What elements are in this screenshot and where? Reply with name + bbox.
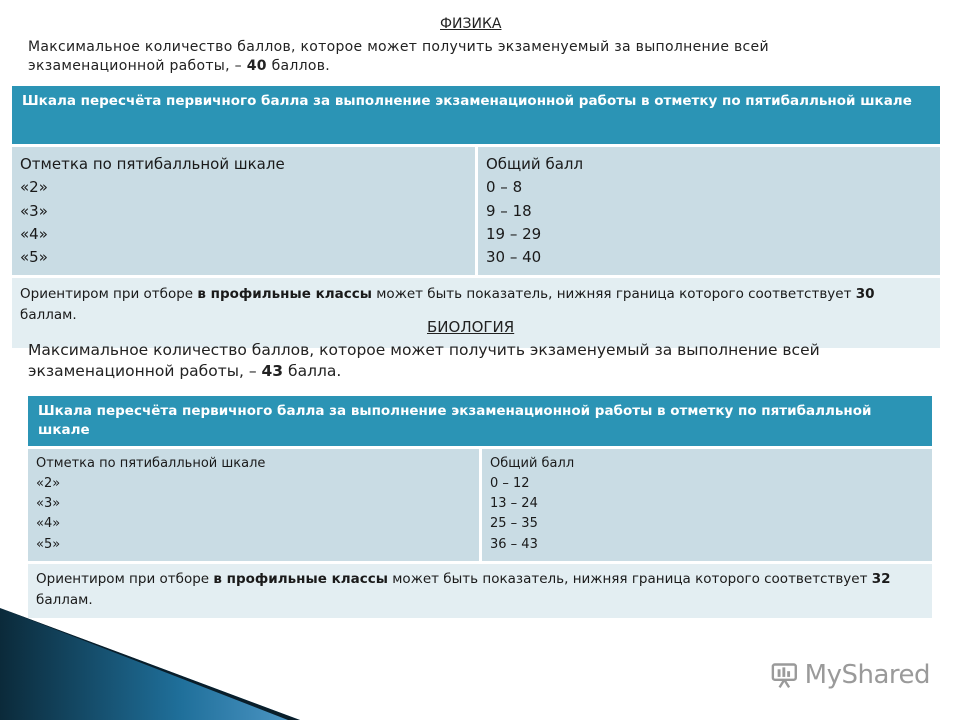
presentation-board-icon xyxy=(770,660,799,690)
biology-score-column xyxy=(482,446,932,561)
physics-note-highlight: в профильные классы xyxy=(197,286,372,303)
physics-note-text: Ориентиром при отборе xyxy=(20,286,198,303)
physics-score-column xyxy=(478,144,940,275)
biology-intro xyxy=(28,340,928,382)
biology-table-header: Шкала пересчёта первичного балла за выполнение экзаменационной работы в отметку по пятибалльной шкале xyxy=(28,396,932,446)
biology-grade-5: «5» xyxy=(36,536,61,552)
biology-range-2: 0 – 12 xyxy=(490,476,530,492)
biology-grade-column xyxy=(28,446,482,561)
biology-range-3: 13 – 24 xyxy=(490,496,538,512)
biology-intro-text: Максимальное количество баллов, которое может получить экзаменуемый за выполнение всей экзаменационной работы, – xyxy=(28,341,820,380)
biology-range-4: 25 – 35 xyxy=(490,516,538,532)
physics-grade-title: Отметка по пятибалльной шкале xyxy=(20,155,285,173)
physics-range-4: 19 – 29 xyxy=(486,224,542,243)
decorative-wedge xyxy=(0,600,300,720)
physics-section-title: ФИЗИКА xyxy=(440,16,502,32)
biology-range-5: 36 – 43 xyxy=(490,536,538,552)
physics-grade-column xyxy=(12,144,478,275)
biology-note-threshold: 32 xyxy=(871,571,891,587)
physics-scale-table xyxy=(12,86,940,348)
biology-note-highlight: в профильные классы xyxy=(213,571,388,587)
biology-grade-2: «2» xyxy=(36,476,61,492)
biology-max-score: 43 xyxy=(261,361,284,380)
physics-grade-4: «4» xyxy=(20,224,48,243)
biology-scale-table xyxy=(28,396,932,618)
biology-note-suffix: баллам. xyxy=(36,591,93,608)
physics-max-score: 40 xyxy=(246,57,267,74)
logo-text: MyShared xyxy=(804,660,930,690)
physics-table-header: Шкала пересчёта первичного балла за выполнение экзаменационной работы в отметку по пятибалльной шкале xyxy=(12,86,940,144)
physics-range-3: 9 – 18 xyxy=(486,201,532,220)
biology-grade-title: Отметка по пятибалльной шкале xyxy=(36,456,266,471)
biology-note-text: Ориентиром при отборе xyxy=(36,571,214,587)
biology-section-title: БИОЛОГИЯ xyxy=(427,318,515,336)
physics-grade-2: «2» xyxy=(20,178,48,197)
physics-grade-3: «3» xyxy=(20,201,48,220)
biology-table-note xyxy=(28,561,932,618)
physics-intro-suffix: баллов. xyxy=(266,57,331,74)
physics-note-text-2: может быть показатель, нижняя граница которого соответствует xyxy=(371,286,856,303)
physics-table-note xyxy=(12,275,940,348)
biology-grade-3: «3» xyxy=(36,496,61,512)
myshared-logo[interactable] xyxy=(770,655,930,695)
biology-grade-4: «4» xyxy=(36,516,61,532)
biology-note-text-2: может быть показатель, нижняя граница которого соответствует xyxy=(387,571,872,587)
physics-intro xyxy=(28,38,908,76)
physics-intro-text: Максимальное количество баллов, которое может получить экзаменуемый за выполнение всей экзаменационной работы, – xyxy=(28,39,769,74)
physics-note-suffix: баллам. xyxy=(20,307,77,324)
physics-grade-5: «5» xyxy=(20,248,48,266)
biology-score-title: Общий балл xyxy=(490,456,575,471)
physics-score-title: Общий балл xyxy=(486,155,584,173)
physics-note-threshold: 30 xyxy=(855,286,875,303)
physics-range-2: 0 – 8 xyxy=(486,178,523,197)
biology-intro-suffix: балла. xyxy=(283,361,342,380)
physics-range-5: 30 – 40 xyxy=(486,248,542,266)
